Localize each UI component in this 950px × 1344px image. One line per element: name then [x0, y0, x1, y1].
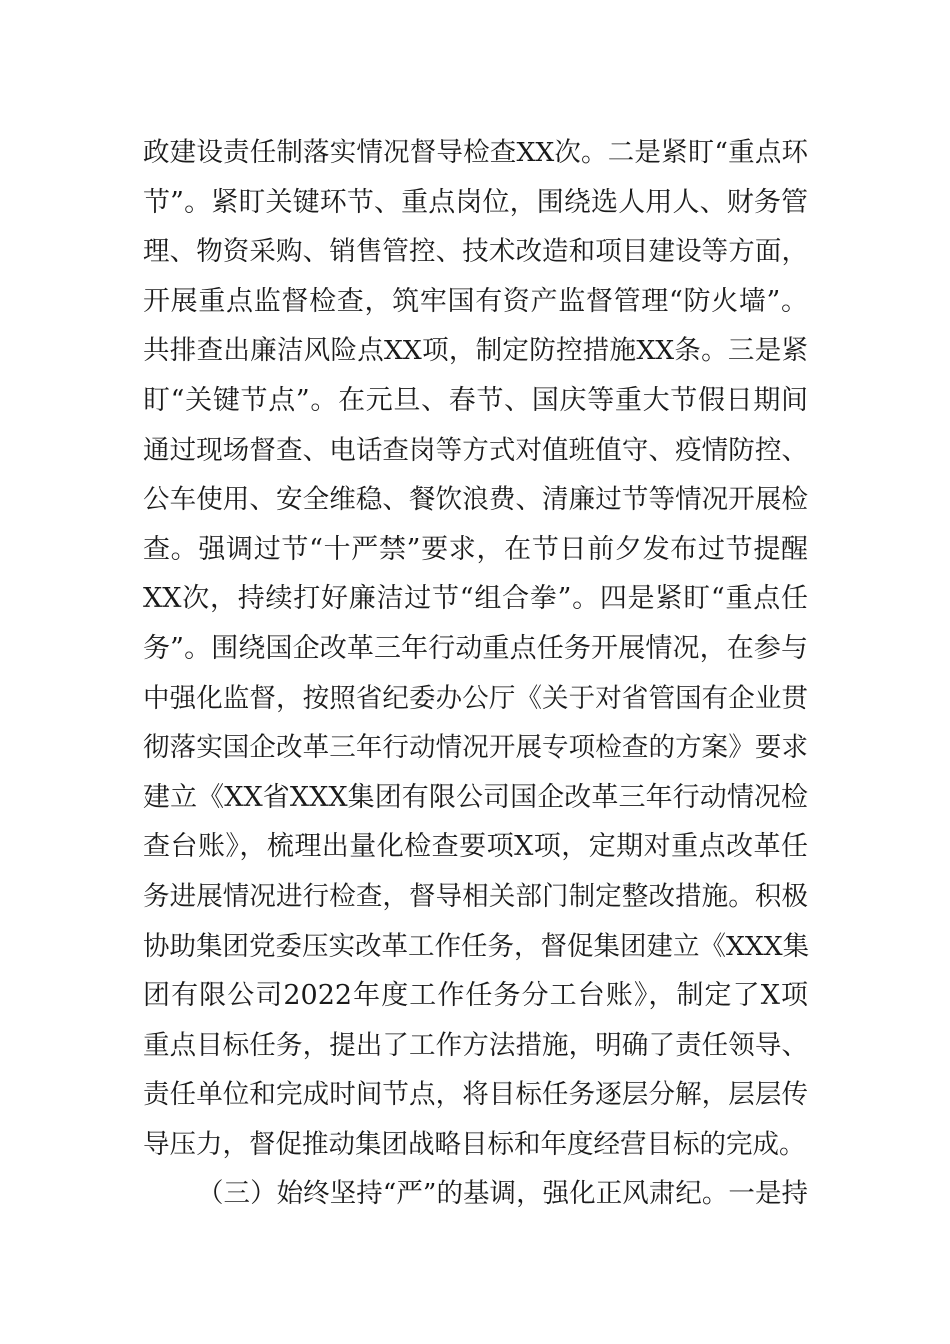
text-line-9: 查。强调过节“十严禁”要求，在节日前夕发布过节提醒 — [143, 533, 808, 565]
body-text — [143, 128, 808, 1219]
text-line-6: 盯“关键节点”。在元旦、春节、国庆等重大节假日期间 — [143, 384, 808, 416]
text-line-19: 重点目标任务，提出了工作方法措施，明确了责任领导、 — [143, 1029, 808, 1061]
text-line-17: 协助集团党委压实改革工作任务，督促集团建立《XXX集 — [143, 930, 810, 962]
text-line-20: 责任单位和完成时间节点，将目标任务逐层分解，层层传 — [143, 1079, 808, 1111]
section-heading-line: （三）始终坚持“严”的基调，强化正风肃纪。一是持 — [197, 1178, 808, 1210]
text-line-14: 建立《XX省XXX集团有限公司国企改革三年行动情况检 — [143, 781, 808, 813]
text-line-3: 理、物资采购、销售管控、技术改造和项目建设等方面， — [143, 236, 808, 268]
text-line-15: 查台账》，梳理出量化检查要项X项，定期对重点改革任 — [143, 831, 808, 863]
text-line-2: 节”。紧盯关键环节、重点岗位，围绕选人用人、财务管 — [143, 186, 808, 218]
text-line-5: 共排查出廉洁风险点XX项，制定防控措施XX条。三是紧 — [143, 335, 808, 367]
text-line-1: 政建设责任制落实情况督导检查XX次。二是紧盯“重点环 — [143, 137, 808, 168]
text-line-11: 务”。围绕国企改革三年行动重点任务开展情况，在参与 — [143, 632, 808, 664]
text-line-21: 导压力，督促推动集团战略目标和年度经营目标的完成。 — [143, 1128, 806, 1160]
text-line-18: 团有限公司2022年度工作任务分工台账》，制定了X项 — [143, 980, 808, 1012]
text-line-12: 中强化监督，按照省纪委办公厅《关于对省管国有企业贯 — [143, 682, 808, 714]
text-line-8: 公车使用、安全维稳、餐饮浪费、清廉过节等情况开展检 — [143, 484, 808, 516]
text-line-10: XX次，持续打好廉洁过节“组合拳”。四是紧盯“重点任 — [143, 583, 808, 615]
text-line-13: 彻落实国企改革三年行动情况开展专项检查的方案》要求 — [143, 732, 808, 764]
text-line-4: 开展重点监督检查，筑牢国有资产监督管理“防火墙”。 — [143, 285, 808, 317]
text-line-16: 务进展情况进行检查，督导相关部门制定整改措施。积极 — [143, 880, 808, 912]
text-line-7: 通过现场督查、电话查岗等方式对值班值守、疫情防控、 — [143, 434, 808, 466]
